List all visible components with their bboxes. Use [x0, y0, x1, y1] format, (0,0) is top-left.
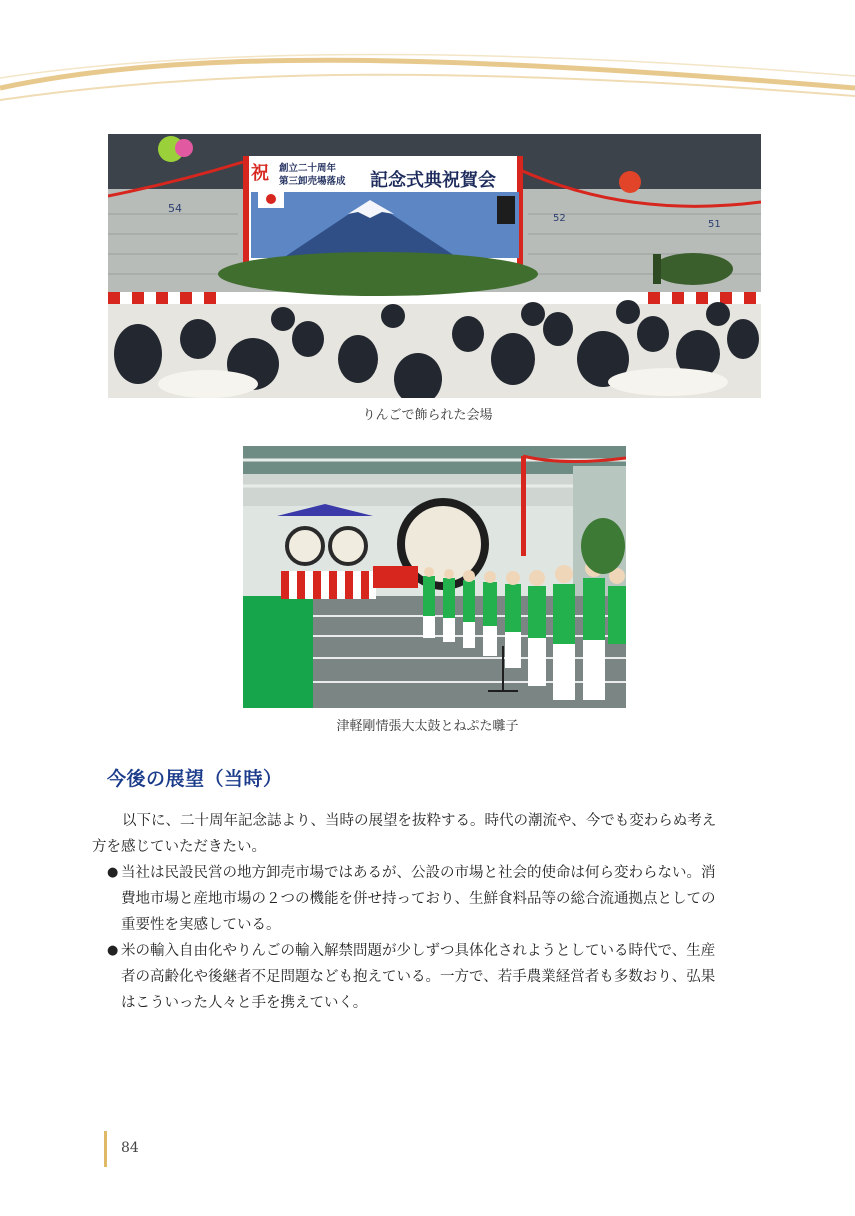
banner-ceremony-title: 記念式典祝賀会	[370, 170, 496, 191]
intro-paragraph	[92, 808, 767, 860]
bullet-item-2	[107, 938, 767, 1016]
pillar-number-mid: 52	[553, 213, 566, 224]
bullet-mark: ●	[107, 943, 119, 958]
photo-caption-taiko: 津軽剛情張大太鼓とねぷた囃子	[336, 719, 519, 734]
bullet-2-line-2: 者の高齢化や後継者不足問題なども抱えている。一方で、若手農業経営者も多数おり、弘果	[121, 969, 716, 985]
photo-caption-venue: りんごで飾られた会場	[362, 408, 493, 423]
bullet-mark: ●	[107, 865, 119, 880]
banner-congrats-mark: 祝	[251, 163, 269, 184]
bullet-1-line-2: 費地市場と産地市場の２つの機能を併せ持っており、生鮮食料品等の総合流通拠点としての	[121, 891, 716, 907]
intro-line-1: 以下に、二十周年記念誌より、当時の展望を抜粋する。時代の潮流や、今でも変わらぬ考え	[122, 813, 717, 829]
page-number: 84	[121, 1140, 139, 1156]
taiko-festival-photo	[243, 446, 626, 708]
bullet-1-line-3: 重要性を実感している。	[121, 917, 281, 933]
pillar-number-left: 54	[168, 202, 182, 215]
bullet-1-line-1: 当社は民設民営の地方卸売市場ではあるが、公設の市場と社会的使命は何ら変わらない。消	[121, 865, 716, 881]
bullet-2-line-3: はこういった人々と手を携えていく。	[121, 995, 368, 1011]
bullet-2-line-1: 米の輸入自由化やりんごの輸入解禁問題が少しずつ具体化されようとしている時代で、生産	[121, 943, 716, 959]
page-number-accent-bar	[104, 1131, 107, 1167]
section-heading: 今後の展望（当時）	[107, 768, 283, 790]
decorative-gold-curve	[0, 0, 855, 130]
ceremony-hall-photo	[108, 134, 761, 398]
banner-completion-text: 第三卸売場落成	[279, 176, 346, 187]
section-body	[92, 808, 767, 1016]
banner-anniversary-text: 創立二十周年	[279, 163, 337, 174]
bullet-item-1	[107, 860, 767, 938]
intro-line-2: 方を感じていただきたい。	[92, 839, 266, 855]
pillar-number-right: 51	[708, 219, 721, 230]
